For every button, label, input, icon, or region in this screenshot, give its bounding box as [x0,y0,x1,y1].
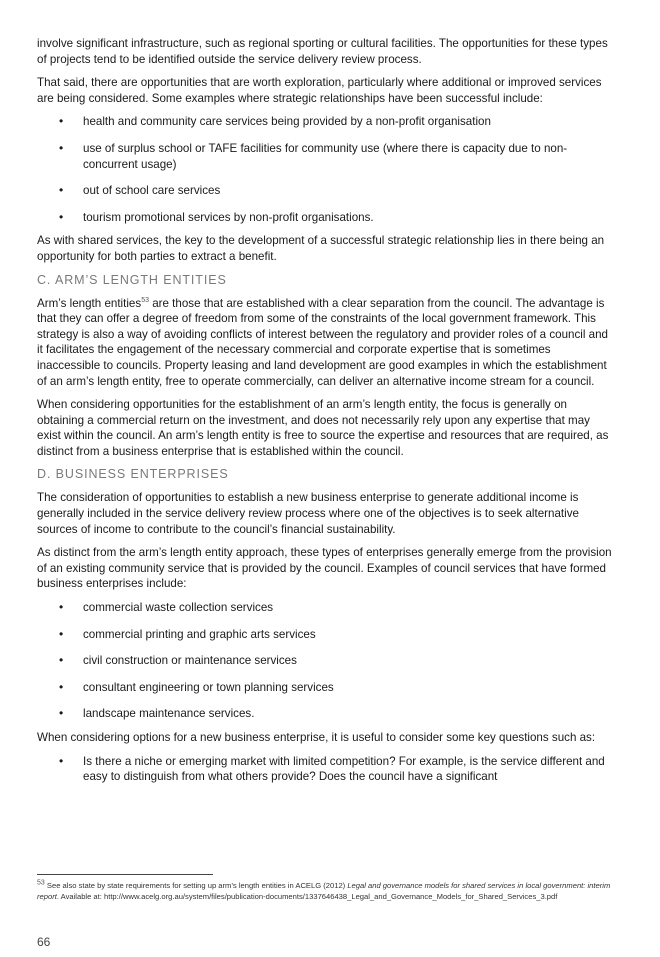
list-item: • commercial printing and graphic arts services [37,627,612,643]
list-item: • consultant engineering or town planning services [37,680,612,696]
list-item: • civil construction or maintenance services [37,653,612,669]
paragraph-1: involve significant infrastructure, such as regional sporting or cultural facilities. The opportunities for these types of projects tend to be identified outside the service delivery review process. [37,37,608,66]
paragraph-4-rest: are those that are established with a clear separation from the council. The advantage is that they can offer a degree of freedom from some of the constraints of the local government framework. This strategy is also a way of avoiding conflicts of interest between the regulatory and provider roles of a council and it facilitates the engagement of the necessary commercial and corporate expertise that is sometimes inaccessible to councils. Property leasing and land development are good examples in which the establishment of an arm’s length entity, free to operate commercially, can deliver an alternative income stream for a council. [37,296,608,388]
paragraph-6: The consideration of opportunities to establish a new business enterprise to generate additional income is generally included in the service delivery review process where one of the objectives is to seek alternative sources of income to contribute to the council’s financial sustainability. [37,491,579,536]
strategic-relationship-examples-list [37,114,612,225]
business-enterprise-examples-list [37,600,612,722]
footnote-text-start: See also state by state requirements for setting up arm’s length entities in ACELG (2012) [44,881,348,890]
paragraph-2: That said, there are opportunities that are worth exploration, particularly where additional or improved services are being considered. Some examples where strategic relationships have been successful include: [37,76,602,105]
paragraph-8: When considering options for a new business enterprise, it is useful to consider some key questions such as: [37,731,596,744]
paragraph-3: As with shared services, the key to the development of a successful strategic relationship lies in there being an opportunity for both parties to extract a benefit. [37,234,605,263]
list-item: • tourism promotional services by non-profit organisations. [37,210,612,226]
list-item: • landscape maintenance services. [37,706,612,722]
footnote-divider [37,874,213,875]
list-item: • health and community care services being provided by a non-profit organisation [37,114,612,130]
list-item: • Is there a niche or emerging market with limited competition? For example, is the service different and easy to distinguish from what others provide? Does the council have a significant [37,754,612,785]
footnote-publication-title: Legal and governance models for shared services in local government: interim report [37,881,611,901]
section-heading-arms-length-entities: C. ARM’S LENGTH ENTITIES [37,272,227,287]
document-page [37,36,612,796]
section-heading-business-enterprises: D. BUSINESS ENTERPRISES [37,467,229,482]
list-item: • use of surplus school or TAFE facilities for community use (where there is capacity due to non-concurrent usage) [37,141,612,172]
key-questions-list [37,754,612,785]
paragraph-4-start: Arm’s length entities [37,296,142,310]
list-item: • out of school care services [37,183,612,199]
paragraph-4 [37,296,612,390]
paragraph-7: As distinct from the arm’s length entity approach, these types of enterprises generally emerge from the provision of an existing community service that is provided by the council. Examples of council services that have formed business enterprises include: [37,546,612,591]
footnote-reference[interactable]: 53 [141,296,149,304]
footnote [37,880,612,902]
paragraph-5: When considering opportunities for the establishment of an arm’s length entity, the focus is generally on obtaining a commercial return on the investment, and does not necessarily rely upon any expertise that may exist within the council. An arm’s length entity is free to source the expertise and resources that are required, as distinct from a business enterprise that is established within the council. [37,398,609,458]
list-item: • commercial waste collection services [37,600,612,616]
footnote-text-end[interactable]: . Available at: http://www.acelg.org.au/system/files/publication-documents/1337646438_Legal_and_Governance_Models_for_Shared_Services_3.pdf [56,892,558,901]
footnote-number: 53 [37,879,45,887]
page-number: 66 [37,935,51,949]
